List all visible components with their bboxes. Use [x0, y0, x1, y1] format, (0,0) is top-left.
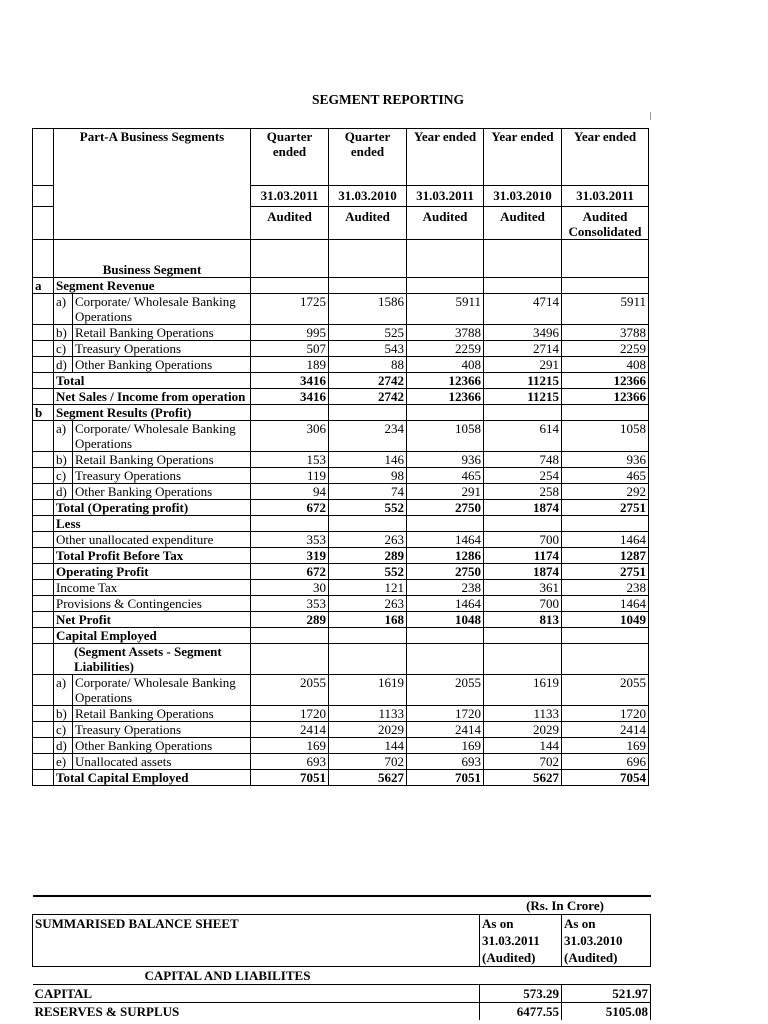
value-cell [407, 278, 484, 294]
column-period: Quarter ended [251, 129, 329, 186]
value-cell: 94 [251, 484, 329, 500]
value-cell: 408 [407, 357, 484, 373]
value-cell: 2029 [484, 722, 562, 738]
value-cell: 254 [484, 468, 562, 484]
row-label: Less [54, 516, 251, 532]
table-row [33, 294, 649, 325]
row-marker [33, 452, 54, 468]
value-cell [251, 405, 329, 421]
column-period: Year ended [484, 129, 562, 186]
row-marker: a [33, 278, 54, 294]
value-cell: 3496 [484, 325, 562, 341]
row-marker [33, 357, 54, 373]
value-cell: 292 [562, 484, 649, 500]
value-cell [251, 644, 329, 675]
value-cell: 2055 [562, 675, 649, 706]
marker-cell [33, 207, 54, 240]
marker-cell [33, 129, 54, 186]
value-cell: 614 [484, 421, 562, 452]
value-cell: 1720 [407, 706, 484, 722]
section-heading: Business Segment [54, 240, 251, 278]
units-label: (Rs. In Crore) [526, 898, 604, 913]
table-row [33, 722, 649, 738]
value-cell: 995 [251, 325, 329, 341]
row-marker: b [33, 405, 54, 421]
value-cell: 121 [329, 580, 407, 596]
value-cell: 1464 [407, 532, 484, 548]
value-cell [251, 516, 329, 532]
row-marker [33, 612, 54, 628]
row-label: Other Banking Operations [73, 484, 251, 500]
row-label: Segment Results (Profit) [54, 405, 251, 421]
table-row [33, 452, 649, 468]
value-cell: 1058 [562, 421, 649, 452]
col2-status: (Audited) [564, 950, 618, 965]
value-cell: 936 [407, 452, 484, 468]
value-cell: 2742 [329, 373, 407, 389]
table-row [33, 278, 649, 294]
value-cell: 748 [484, 452, 562, 468]
row-marker [33, 628, 54, 644]
row-sub-marker: d) [54, 357, 73, 373]
row-marker [33, 500, 54, 516]
row-label: (Segment Assets - Segment Liabilities) [54, 644, 251, 675]
value-cell: 2742 [329, 389, 407, 405]
value-cell [407, 628, 484, 644]
value-cell [251, 278, 329, 294]
value-cell: 7051 [407, 770, 484, 786]
value-cell: 813 [484, 612, 562, 628]
table-row [33, 580, 649, 596]
marker-cell [33, 186, 54, 207]
value-cell: 144 [329, 738, 407, 754]
column-date: 31.03.2011 [562, 186, 649, 207]
column-period: Quarter ended [329, 129, 407, 186]
row-marker [33, 484, 54, 500]
value-cell: 30 [251, 580, 329, 596]
value-cell [562, 240, 649, 278]
value-cell [484, 240, 562, 278]
row-marker [33, 516, 54, 532]
column-date: 31.03.2010 [484, 186, 562, 207]
row-label: Total (Operating profit) [54, 500, 251, 516]
row-label: Income Tax [54, 580, 251, 596]
column-status: Audited [484, 207, 562, 240]
col1-status: (Audited) [482, 950, 536, 965]
value-cell: 696 [562, 754, 649, 770]
column-date: 31.03.2011 [407, 186, 484, 207]
value-cell: 702 [329, 754, 407, 770]
segment-reporting-table [32, 128, 649, 786]
row-label: Corporate/ Wholesale Banking Operations [73, 421, 251, 452]
row-marker [33, 421, 54, 452]
value-cell: 1874 [484, 500, 562, 516]
value-cell: 1720 [562, 706, 649, 722]
value-cell: 12366 [562, 373, 649, 389]
value-cell: 2259 [562, 341, 649, 357]
value-cell: 11215 [484, 373, 562, 389]
table-row [33, 754, 649, 770]
table-row [33, 421, 649, 452]
value-cell [329, 240, 407, 278]
value-cell: 144 [484, 738, 562, 754]
row-label: Net Profit [54, 612, 251, 628]
header-label: Part-A Business Segments [54, 129, 251, 240]
value-cell [484, 628, 562, 644]
value-cell: 88 [329, 357, 407, 373]
value-cell: 1133 [484, 706, 562, 722]
value-cell: 2751 [562, 500, 649, 516]
page-title: SEGMENT REPORTING [312, 92, 464, 107]
row-label: Provisions & Contingencies [54, 596, 251, 612]
row-label: Capital Employed [54, 628, 251, 644]
row-marker [33, 754, 54, 770]
row-marker [33, 468, 54, 484]
value-cell [329, 628, 407, 644]
value-cell: 2414 [562, 722, 649, 738]
row-label: Retail Banking Operations [73, 452, 251, 468]
table-row [33, 770, 649, 786]
value-cell: 1725 [251, 294, 329, 325]
row-marker [33, 596, 54, 612]
value-cell: 1874 [484, 564, 562, 580]
value-cell [251, 240, 329, 278]
table-row [33, 484, 649, 500]
header-row [33, 129, 649, 186]
value-cell: 12366 [407, 389, 484, 405]
value-cell [407, 240, 484, 278]
value-cell: 693 [251, 754, 329, 770]
value-cell: 5911 [407, 294, 484, 325]
value-cell [329, 278, 407, 294]
value-cell: 238 [562, 580, 649, 596]
row-marker [33, 738, 54, 754]
row-label: Retail Banking Operations [73, 325, 251, 341]
row-sub-marker: c) [54, 341, 73, 357]
value-cell: 7054 [562, 770, 649, 786]
column-status: Audited [329, 207, 407, 240]
value-cell: 1619 [484, 675, 562, 706]
value-cell: 12366 [407, 373, 484, 389]
value-cell: 361 [484, 580, 562, 596]
value-cell: 2414 [407, 722, 484, 738]
row-label: Treasury Operations [73, 722, 251, 738]
summarised-balance-sheet [32, 895, 651, 1020]
value-cell: 1049 [562, 612, 649, 628]
column-date: 31.03.2010 [329, 186, 407, 207]
bs-row-value: 573.29 [480, 985, 562, 1003]
value-cell: 1048 [407, 612, 484, 628]
column-period: Year ended [407, 129, 484, 186]
row-sub-marker: b) [54, 706, 73, 722]
value-cell: 7051 [251, 770, 329, 786]
row-label: Retail Banking Operations [73, 706, 251, 722]
row-marker [33, 532, 54, 548]
value-cell: 353 [251, 596, 329, 612]
value-cell: 3788 [407, 325, 484, 341]
value-cell: 702 [484, 754, 562, 770]
value-cell: 12366 [562, 389, 649, 405]
value-cell: 291 [484, 357, 562, 373]
row-marker [33, 548, 54, 564]
row-marker [33, 644, 54, 675]
value-cell: 525 [329, 325, 407, 341]
row-marker [33, 389, 54, 405]
col2-date: 31.03.2010 [564, 933, 623, 948]
row-label: Net Sales / Income from operation [54, 389, 251, 405]
row-label: Other Banking Operations [73, 357, 251, 373]
row-label: Treasury Operations [73, 341, 251, 357]
value-cell [251, 628, 329, 644]
value-cell: 1133 [329, 706, 407, 722]
value-cell: 3416 [251, 373, 329, 389]
value-cell [407, 644, 484, 675]
row-label: Unallocated assets [73, 754, 251, 770]
table-row [33, 516, 649, 532]
value-cell: 306 [251, 421, 329, 452]
value-cell: 353 [251, 532, 329, 548]
value-cell: 1058 [407, 421, 484, 452]
row-label: Corporate/ Wholesale Banking Operations [73, 294, 251, 325]
table-row [33, 675, 649, 706]
balance-sheet-title: SUMMARISED BALANCE SHEET [33, 915, 480, 967]
value-cell [407, 516, 484, 532]
value-cell: 5627 [329, 770, 407, 786]
row-marker [33, 341, 54, 357]
row-marker [33, 325, 54, 341]
value-cell: 289 [251, 612, 329, 628]
table-row [33, 706, 649, 722]
row-marker [33, 580, 54, 596]
value-cell: 2055 [251, 675, 329, 706]
table-row [33, 628, 649, 644]
value-cell: 465 [407, 468, 484, 484]
row-marker [33, 722, 54, 738]
value-cell: 507 [251, 341, 329, 357]
table-row [33, 596, 649, 612]
value-cell: 1720 [251, 706, 329, 722]
value-cell [562, 278, 649, 294]
row-sub-marker: b) [54, 325, 73, 341]
row-sub-marker: d) [54, 738, 73, 754]
value-cell [407, 405, 484, 421]
table-row [33, 564, 649, 580]
value-cell: 1464 [407, 596, 484, 612]
value-cell: 1464 [562, 532, 649, 548]
value-cell: 4714 [484, 294, 562, 325]
value-cell: 700 [484, 596, 562, 612]
value-cell [562, 628, 649, 644]
table-row [33, 612, 649, 628]
section-row [33, 240, 649, 278]
marker-cell [33, 240, 54, 278]
value-cell [329, 516, 407, 532]
value-cell [562, 516, 649, 532]
value-cell: 5911 [562, 294, 649, 325]
value-cell: 1174 [484, 548, 562, 564]
value-cell [484, 516, 562, 532]
value-cell: 3788 [562, 325, 649, 341]
value-cell: 153 [251, 452, 329, 468]
value-cell: 119 [251, 468, 329, 484]
row-sub-marker: a) [54, 421, 73, 452]
column-period: Year ended [562, 129, 649, 186]
row-sub-marker: b) [54, 452, 73, 468]
row-marker [33, 706, 54, 722]
value-cell: 2750 [407, 500, 484, 516]
value-cell: 289 [329, 548, 407, 564]
row-marker [33, 564, 54, 580]
row-sub-marker: d) [54, 484, 73, 500]
table-row [33, 644, 649, 675]
column-date: 31.03.2011 [251, 186, 329, 207]
value-cell: 234 [329, 421, 407, 452]
table-row [33, 500, 649, 516]
row-label: Segment Revenue [54, 278, 251, 294]
value-cell [562, 405, 649, 421]
table-row [33, 373, 649, 389]
table-row [33, 532, 649, 548]
row-label: Treasury Operations [73, 468, 251, 484]
value-cell: 291 [407, 484, 484, 500]
row-sub-marker: c) [54, 722, 73, 738]
value-cell: 2714 [484, 341, 562, 357]
column-status: Audited [251, 207, 329, 240]
table-row [33, 405, 649, 421]
value-cell [484, 405, 562, 421]
bs-row-label: CAPITAL [34, 986, 93, 1001]
value-cell: 700 [484, 532, 562, 548]
value-cell [329, 644, 407, 675]
value-cell: 168 [329, 612, 407, 628]
table-row [33, 357, 649, 373]
value-cell: 146 [329, 452, 407, 468]
scan-mark [650, 112, 651, 120]
row-sub-marker: a) [54, 294, 73, 325]
table-row [33, 341, 649, 357]
value-cell: 2750 [407, 564, 484, 580]
col1-as-on: As on [482, 916, 514, 931]
value-cell: 319 [251, 548, 329, 564]
column-status: Audited Consolidated [562, 207, 649, 240]
value-cell: 2751 [562, 564, 649, 580]
value-cell [562, 644, 649, 675]
bs-row-value: 521.97 [562, 985, 651, 1003]
table-row [33, 389, 649, 405]
value-cell: 11215 [484, 389, 562, 405]
row-label: Total [54, 373, 251, 389]
row-marker [33, 675, 54, 706]
col2-as-on: As on [564, 916, 596, 931]
value-cell: 543 [329, 341, 407, 357]
value-cell: 169 [251, 738, 329, 754]
table-row [33, 468, 649, 484]
row-label: Other unallocated expenditure [54, 532, 251, 548]
value-cell: 98 [329, 468, 407, 484]
value-cell: 2259 [407, 341, 484, 357]
value-cell: 169 [407, 738, 484, 754]
row-sub-marker: e) [54, 754, 73, 770]
value-cell: 672 [251, 564, 329, 580]
section-heading: CAPITAL AND LIABILITES [144, 968, 311, 983]
row-label: Total Profit Before Tax [54, 548, 251, 564]
bs-row-value: 5105.08 [562, 1003, 651, 1021]
value-cell: 3416 [251, 389, 329, 405]
value-cell: 74 [329, 484, 407, 500]
value-cell: 5627 [484, 770, 562, 786]
table-row [33, 325, 649, 341]
value-cell: 238 [407, 580, 484, 596]
row-sub-marker: a) [54, 675, 73, 706]
value-cell: 258 [484, 484, 562, 500]
bs-row-label: RESERVES & SURPLUS [34, 1004, 180, 1019]
row-label: Other Banking Operations [73, 738, 251, 754]
row-label: Corporate/ Wholesale Banking Operations [73, 675, 251, 706]
value-cell: 1586 [329, 294, 407, 325]
value-cell: 1619 [329, 675, 407, 706]
row-label: Operating Profit [54, 564, 251, 580]
bs-row-value: 6477.55 [480, 1003, 562, 1021]
value-cell: 936 [562, 452, 649, 468]
table-row [33, 738, 649, 754]
value-cell: 2029 [329, 722, 407, 738]
value-cell: 2055 [407, 675, 484, 706]
row-marker [33, 770, 54, 786]
row-label: Total Capital Employed [54, 770, 251, 786]
col1-date: 31.03.2011 [482, 933, 540, 948]
value-cell: 1286 [407, 548, 484, 564]
value-cell: 693 [407, 754, 484, 770]
value-cell: 552 [329, 564, 407, 580]
value-cell: 169 [562, 738, 649, 754]
column-status: Audited [407, 207, 484, 240]
value-cell: 672 [251, 500, 329, 516]
value-cell [484, 644, 562, 675]
value-cell: 189 [251, 357, 329, 373]
row-marker [33, 373, 54, 389]
value-cell [329, 405, 407, 421]
value-cell: 1287 [562, 548, 649, 564]
value-cell: 263 [329, 532, 407, 548]
table-row [33, 548, 649, 564]
value-cell: 408 [562, 357, 649, 373]
value-cell: 1464 [562, 596, 649, 612]
value-cell: 2414 [251, 722, 329, 738]
value-cell: 263 [329, 596, 407, 612]
row-sub-marker: c) [54, 468, 73, 484]
value-cell [484, 278, 562, 294]
value-cell: 552 [329, 500, 407, 516]
row-marker [33, 294, 54, 325]
value-cell: 465 [562, 468, 649, 484]
